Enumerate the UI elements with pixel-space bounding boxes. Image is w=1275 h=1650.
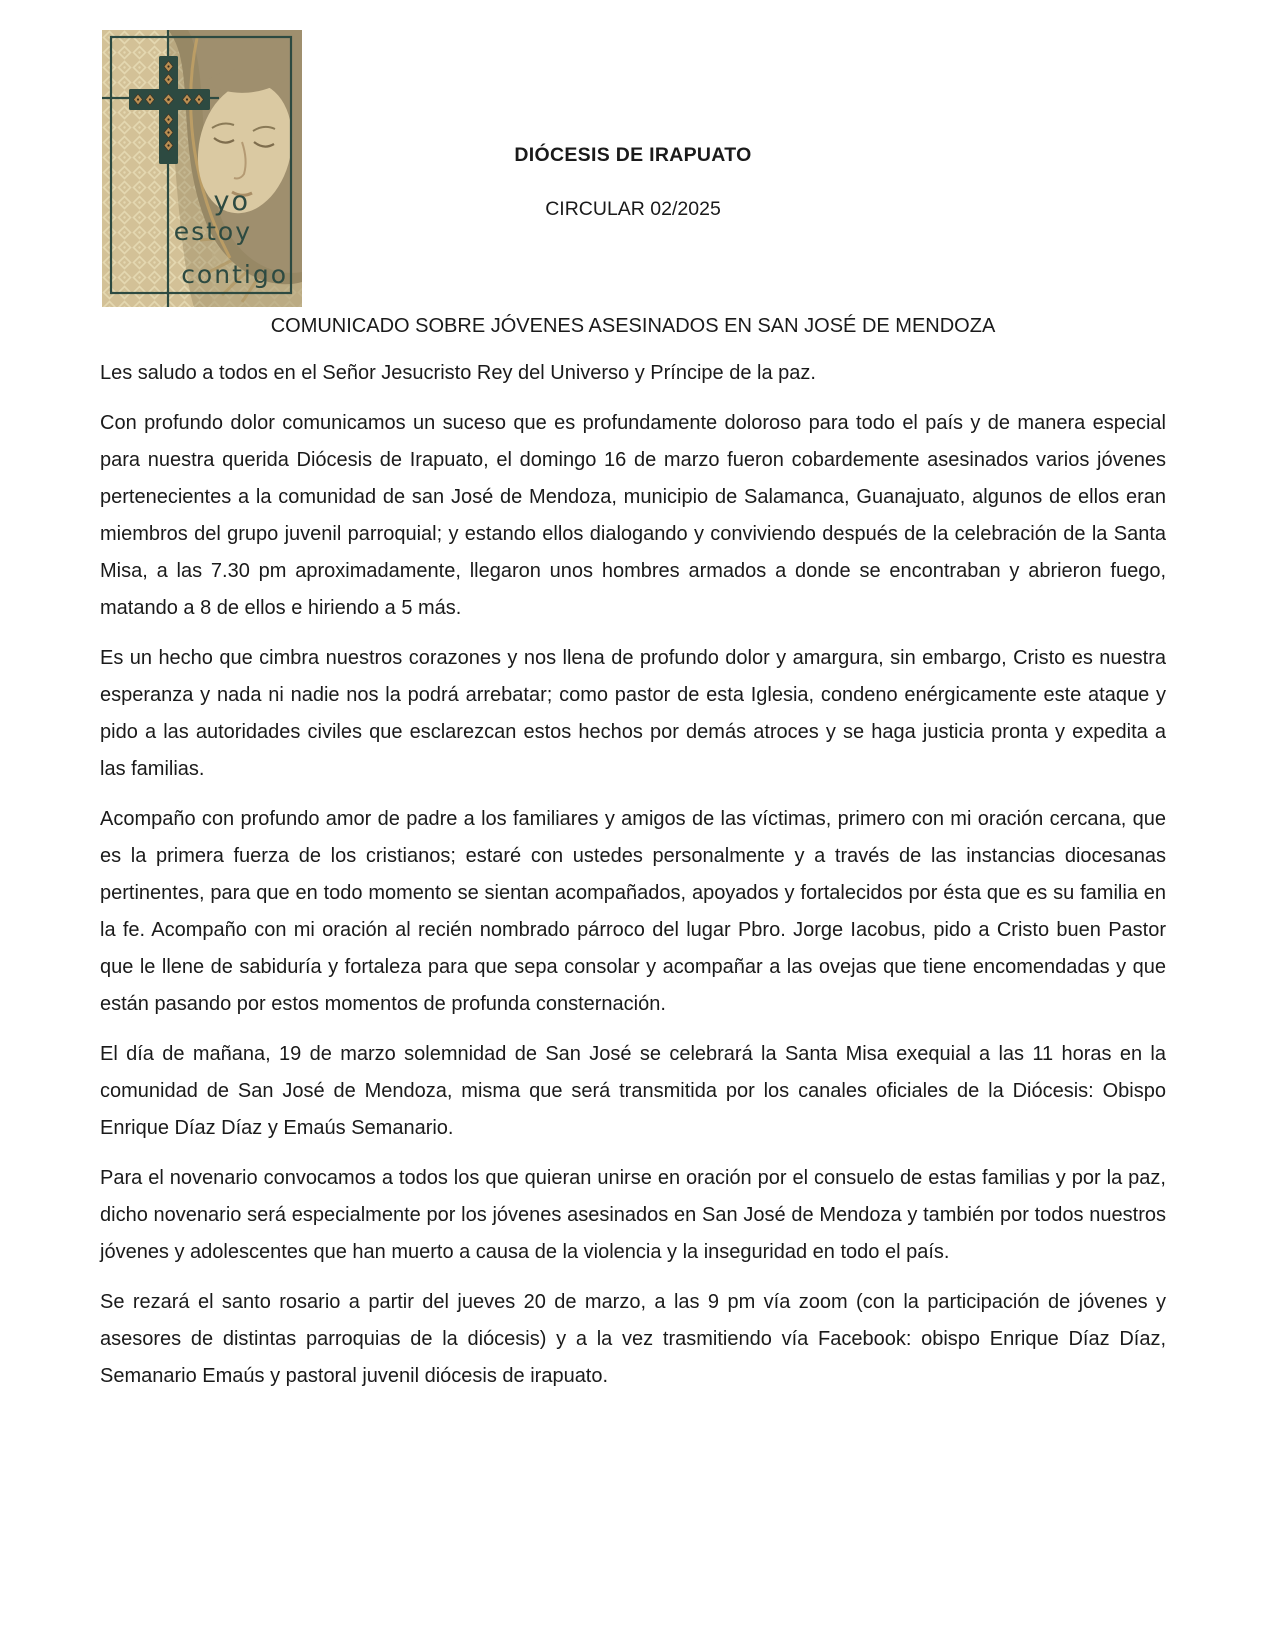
paragraph-greeting: Les saludo a todos en el Señor Jesucristo Rey del Universo y Príncipe de la paz.: [100, 362, 816, 384]
communique-headline: COMUNICADO SOBRE JÓVENES ASESINADOS EN SAN JOSÉ DE MENDOZA: [270, 315, 996, 337]
paragraph-novena: Para el novenario convocamos a todos los que quieran unirse en oración por el consuelo de estas familias y por la paz, dicho novenario será especialmente por los jóvenes asesinados en San José de Mendoza y también por todos nuestros jóvenes y adolescentes que han muerto a causa de la violencia y la inseguridad en todo el país.: [100, 1167, 1166, 1263]
paragraph-condemnation: Es un hecho que cimbra nuestros corazones y nos llena de profundo dolor y amargura, sin embargo, Cristo es nuestra esperanza y nada ni nadie nos la podrá arrebatar; como pastor de esta Iglesia, condeno enérgicamente este ataque y pido a las autoridades civiles que esclarezcan estos hechos por demás atroces y se haga justicia pronta y expedita a las familias.: [100, 647, 1166, 780]
diocese-logo-image: [102, 30, 302, 307]
paragraph-announcement: Con profundo dolor comunicamos un suceso que es profundamente doloroso para todo el país y de manera especial para nuestra querida Diócesis de Irapuato, el domingo 16 de marzo fueron cobardemente asesinados varios jóvenes pertenecientes a la comunidad de san José de Mendoza, municipio de Salamanca, Guanajuato, algunos de ellos eran miembros del grupo juvenil parroquial; y estando ellos dialogando y conviviendo después de la celebración de la Santa Misa, a las 7.30 pm aproximadamente, llegaron unos hombres armados a donde se encontraban y abrieron fuego, matando a 8 de ellos e hiriendo a 5 más.: [100, 412, 1166, 619]
paragraph-accompaniment: Acompaño con profundo amor de padre a los familiares y amigos de las víctimas, primero con mi oración cercana, que es la primera fuerza de los cristianos; estaré con ustedes personalmente y a través de las instancias diocesanas pertinentes, para que en todo momento se sientan acompañados, apoyados y fortalecidos por ésta que es su familia en la fe. Acompaño con mi oración al recién nombrado párroco del lugar Pbro. Jorge Iacobus, pido a Cristo buen Pastor que le llene de sabiduría y fortaleza para que sepa consolar y acompañar a las ovejas que tiene encomendadas y que están pasando por estos momentos de profunda consternación.: [100, 808, 1166, 1015]
logo-artwork: [102, 30, 302, 307]
circular-number: CIRCULAR 02/2025: [545, 198, 721, 220]
logo-motto-line2: estoy: [173, 217, 252, 246]
logo-motto-line3: contigo: [181, 260, 288, 289]
organization-title: DIÓCESIS DE IRAPUATO: [514, 144, 752, 166]
logo-motto-line1: yo: [213, 186, 250, 217]
paragraph-funeral-mass: El día de mañana, 19 de marzo solemnidad de San José se celebrará la Santa Misa exequial a las 11 horas en la comunidad de San José de Mendoza, misma que será transmitida por los canales oficiales de la Diócesis: Obispo Enrique Díaz Díaz y Emaús Semanario.: [100, 1043, 1166, 1139]
letter-body: [100, 355, 1166, 1408]
paragraph-rosary: Se rezará el santo rosario a partir del jueves 20 de marzo, a las 9 pm vía zoom (con la participación de jóvenes y asesores de distintas parroquias de la diócesis) y a la vez trasmitiendo vía Facebook: obispo Enrique Díaz Díaz, Semanario Emaús y pastoral juvenil diócesis de irapuato.: [100, 1291, 1166, 1387]
